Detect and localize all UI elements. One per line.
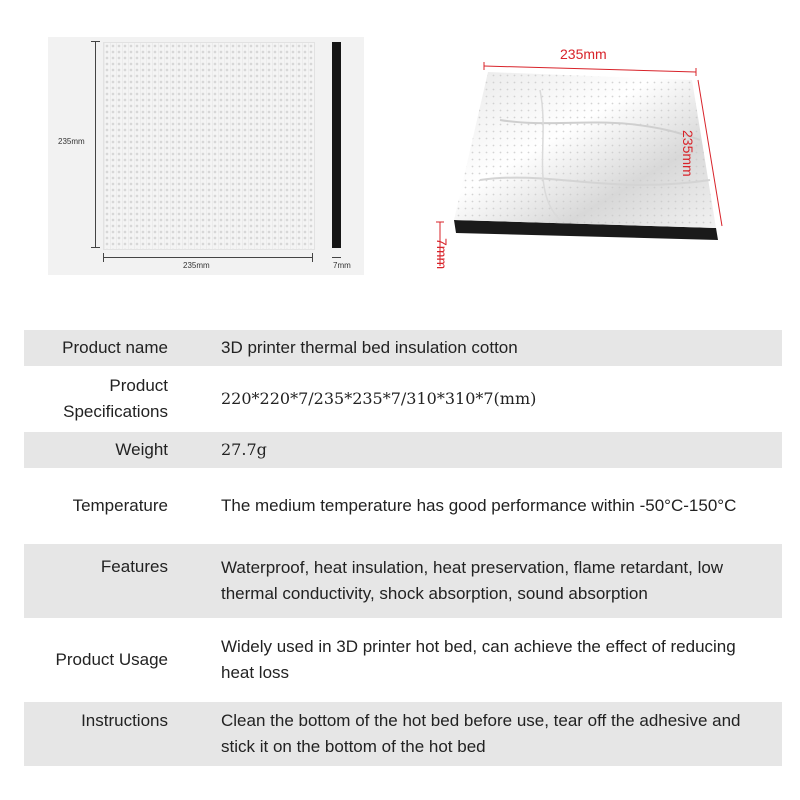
thickness-dimension-label: 7mm xyxy=(434,238,450,270)
width-dimension-line xyxy=(103,257,313,258)
spec-label: Product name xyxy=(62,338,168,357)
spec-label: Product Usage xyxy=(55,650,168,669)
spec-row-usage xyxy=(24,620,782,700)
spec-value: 27.7g xyxy=(221,440,267,459)
width-dimension-label: 235mm xyxy=(560,46,607,62)
specification-section xyxy=(0,305,800,800)
specification-table xyxy=(24,330,782,766)
spec-value: Widely used in 3D printer hot bed, can achieve the effect of reducing heat loss xyxy=(221,637,736,682)
insulation-sheet-face xyxy=(103,42,315,250)
perspective-photo xyxy=(420,30,760,280)
spec-row-instructions xyxy=(24,702,782,766)
insulation-sheet-perspective xyxy=(420,30,760,280)
spec-label: Weight xyxy=(115,440,168,459)
spec-row-product-name xyxy=(24,330,782,366)
spec-row-features xyxy=(24,544,782,618)
thickness-dimension-label: 7mm xyxy=(333,261,351,270)
spec-row-weight xyxy=(24,432,782,468)
height-dimension-cap xyxy=(91,247,100,248)
spec-label: Product Specifications xyxy=(63,376,168,421)
spec-value: The medium temperature has good performance within -50°C-150°C xyxy=(221,496,737,515)
spec-row-specifications xyxy=(24,368,782,430)
insulation-sheet-edge xyxy=(332,42,341,248)
product-photos xyxy=(0,0,800,305)
height-dimension-line xyxy=(95,42,96,248)
depth-dimension-label: 235mm xyxy=(680,130,696,177)
height-dimension-label: 235mm xyxy=(58,137,85,146)
spec-value: 220*220*7/235*235*7/310*310*7(mm) xyxy=(221,389,537,408)
width-dimension-cap xyxy=(312,253,313,262)
height-dimension-cap xyxy=(91,41,100,42)
spec-value: Waterproof, heat insulation, heat preservation, flame retardant, low thermal conductivity, shock absorption, sound absorption xyxy=(221,558,724,603)
width-dimension-cap xyxy=(103,253,104,262)
spec-label: Features xyxy=(100,557,168,576)
spec-label: Instructions xyxy=(81,711,168,730)
spec-value: Clean the bottom of the hot bed before use, tear off the adhesive and stick it on the bottom of the hot bed xyxy=(221,711,741,756)
thickness-dimension-line xyxy=(332,257,341,258)
spec-value: 3D printer thermal bed insulation cotton xyxy=(221,338,518,357)
spec-row-temperature xyxy=(24,470,782,542)
spec-label: Temperature xyxy=(72,496,168,515)
width-dimension-label: 235mm xyxy=(183,261,210,270)
dimension-diagram-photo xyxy=(48,37,364,275)
